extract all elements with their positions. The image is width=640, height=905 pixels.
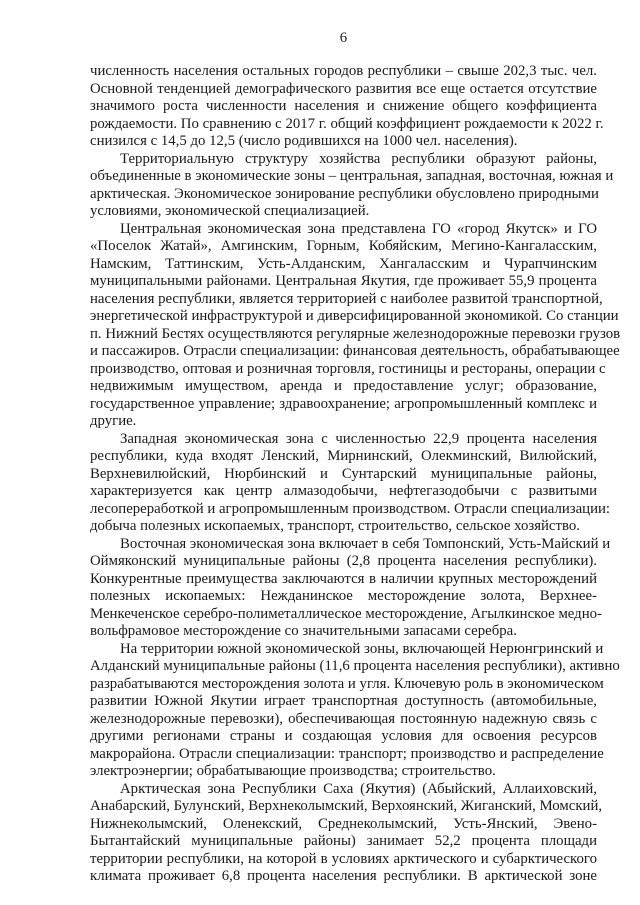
paragraph-territorial-structure [90, 150, 614, 221]
text-line: Анабарский, Булунский, Верхнеколымский, Верхоянский, Жиганский, Момский, [90, 798, 603, 814]
text-line: макрорайона. Отрасли специализации: транспорт; производство и распределение [90, 745, 604, 762]
text-line: объединенные в экономические зоны – центральная, западная, восточная, южная и [90, 168, 614, 184]
paragraph-arctic-zone [90, 780, 603, 886]
text-line: снизился с 14,5 до 12,5 (число родившихся на 1000 чел. населения). [90, 133, 518, 149]
text-line: добыча полезных ископаемых, транспорт, строительство, сельское хозяйство. [90, 518, 580, 534]
text-line: Алданский муниципальные районы (11,6 процента населения республики), активно [90, 658, 620, 674]
text-line: энергетической инфраструктурой и диверсифицированной экономикой. Со станции [90, 308, 619, 324]
text-line: вольфрамовое месторождение со значительными запасами серебра. [90, 623, 517, 639]
paragraph-population [90, 63, 604, 151]
text-line: недвижимым имуществом, аренда и предоставление услуг; образование, [90, 378, 597, 394]
document-body [90, 63, 621, 886]
text-line: лесопереработкой и агропромышленным производством. Отрасли специализации: [90, 500, 611, 517]
text-line: республики, куда входят Ленский, Мирнинский, Олекминский, Вилюйский, [90, 448, 597, 464]
text-line: железнодорожные перевозки), обеспечивающая постоянную надежную связь с [90, 710, 597, 727]
paragraph-western-zone [90, 430, 611, 536]
text-line: Западная экономическая зона с численностью 22,9 процента населения [120, 430, 597, 447]
text-line: Менкеченское серебро-полиметаллическое месторождение, Агылкинское медно- [90, 605, 602, 622]
text-line: развитии Южной Якутии играет транспортная доступность (автомобильные, [90, 693, 597, 709]
text-line: территории республики, на которой в условиях арктического и субарктического [90, 850, 597, 867]
text-line: государственное управление; здравоохранение; агропромышленный комплекс и [90, 395, 597, 412]
page-number: 6 [339, 30, 348, 46]
text-line: условиями, экономической специализацией. [90, 203, 370, 219]
text-line: другими регионами страны и создающая условия для освоения ресурсов [90, 728, 597, 744]
text-line: и пассажиров. Отрасли специализации: финансовая деятельность, обрабатывающее [90, 343, 620, 359]
text-line: полезных ископаемых: Нежданинское месторождение золота, Верхнее- [90, 588, 597, 604]
text-line: производство, оптовая и розничная торговля, гостиницы и рестораны, операции с [90, 360, 606, 377]
text-line: арктическая. Экономическое зонирование республики обусловлено природными [90, 185, 599, 202]
text-line: «Поселок Жатай», Амгинским, Горным, Кобяйским, Мегино-Кангаласским, [90, 238, 597, 254]
text-line: населения республики, является территорией с наиболее развитой транспортной, [90, 290, 603, 307]
paragraph-eastern-zone [90, 535, 611, 641]
paragraph-southern-zone [90, 640, 620, 781]
text-line: электроэнергии; обрабатывающие производства; строительство. [90, 763, 496, 779]
paragraph-central-zone [90, 220, 621, 431]
text-line: Основной тенденцией демографического развития все еще остается отсутствие [90, 80, 597, 97]
text-line: рождаемости. По сравнению с 2017 г. общий коэффициент рождаемости к 2022 г. [90, 115, 604, 132]
text-line: характеризуется как центр алмазодобычи, нефтегазодобычи с развитыми [90, 483, 597, 499]
text-line: другие. [90, 413, 137, 429]
text-line: муниципальными районами. Центральная Якутия, где проживает 55,9 процента [90, 273, 597, 289]
text-line: климата проживает 6,8 процента населения республики. В арктической зоне [90, 868, 597, 884]
text-line: разрабатываются месторождения золота и угля. Ключевую роль в экономическом [90, 675, 604, 692]
text-line: значимого роста численности населения и снижение общего коэффициента [90, 98, 597, 114]
text-line: Конкурентные преимущества заключаются в наличии крупных месторождений [90, 570, 597, 587]
text-line: Бытантайский муниципальные районы) занимает 52,2 процента площади [90, 833, 597, 849]
text-line: численность населения остальных городов республики – свыше 202,3 тыс. чел. [90, 63, 597, 79]
text-line: Центральная экономическая зона представлена ГО «город Якутск» и ГО [120, 220, 597, 237]
text-line: Арктическая зона Республики Саха (Якутия) (Абыйский, Аллаиховский, [120, 780, 597, 797]
text-line: Нижнеколымский, Оленекский, Среднеколымский, Усть-Янский, Эвено- [90, 815, 597, 832]
text-line: Территориальную структуру хозяйства республики образуют районы, [120, 150, 597, 167]
text-line: Восточная экономическая зона включает в себя Томпонский, Усть-Майский и [120, 535, 611, 552]
text-line: Намским, Таттинским, Усть-Алданским, Хангаласским и Чурапчинским [90, 255, 597, 272]
text-line: Верхневилюйский, Нюрбинский и Сунтарский муниципальные районы, [90, 465, 597, 482]
text-line: Оймяконский муниципальные районы (2,8 процента населения республики). [90, 553, 597, 569]
text-line: п. Нижний Бестях осуществляются регулярные железнодорожные перевозки грузов [90, 325, 621, 342]
text-line: На территории южной экономической зоны, включающей Нерюнгринский и [120, 640, 604, 657]
